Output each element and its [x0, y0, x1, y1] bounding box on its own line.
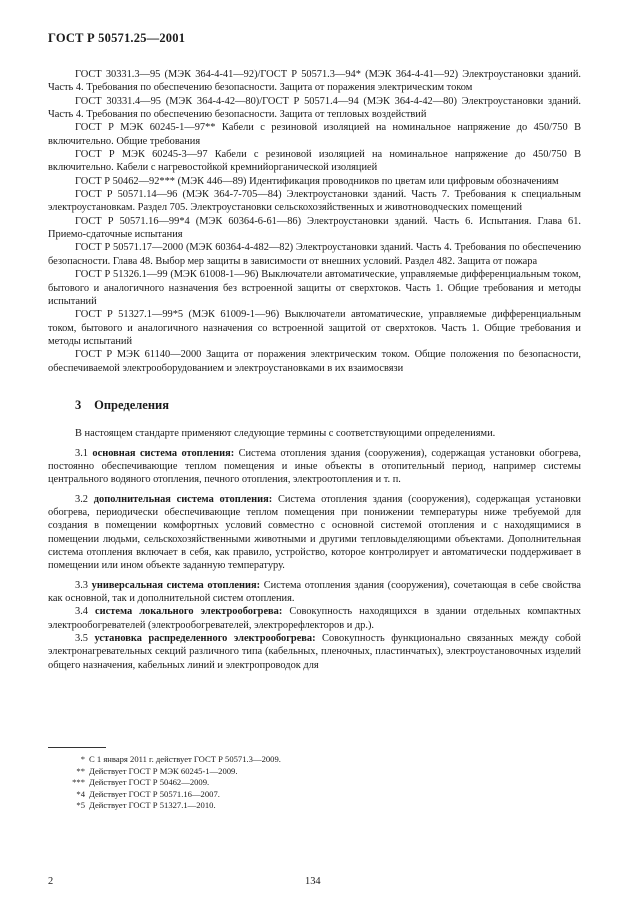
definition-number: 3.5 — [75, 633, 88, 645]
definition-text: Система отопления здания (сооружения), содержащая установки обогрева, периодически обеспечивающие теплом помещения при понижении температуры ниже требуемой для создания в помещении комфортных условий совместно с основной системой отопления и с находящимися в помещении людьми, сельскохозяйственными животными и другими тепловыделяющими объектами. Дополнительная система отопления включает в себя, как правило, устройство, которое контролирует и автоматически поддерживает в помещении или ином объекте заданную температуру. — [48, 493, 581, 572]
definition-number: 3.2 — [75, 493, 88, 505]
footnote — [48, 754, 468, 766]
reference-item: ГОСТ Р 50462—92*** (МЭК 446—89) Идентификация проводников по цветам или цифровым обозначениям — [75, 175, 559, 187]
footnote-text: Действует ГОСТ Р 51327.1—2010. — [89, 800, 216, 811]
section-title: Определения — [94, 397, 169, 412]
definition-item — [48, 605, 581, 632]
reference-item: ГОСТ 30331.4—95 (МЭК 364-4-42—80)/ГОСТ Р 50571.4—94 (МЭК 364-4-42—80) Электроустановки зданий. Часть 4. Требования по обеспечению безопасности. Защита от тепловых воздействий — [48, 95, 581, 121]
footnote — [48, 789, 468, 801]
page-number-center: 134 — [305, 876, 321, 887]
reference-item: ГОСТ Р МЭК 61140—2000 Защита от поражения электрическим током. Общие положения по безопасности, обеспечиваемой электрооборудованием и электроустановками в их взаимосвязи — [48, 349, 581, 374]
definition-item — [48, 447, 581, 487]
definition-term: основная система отопления: — [92, 447, 235, 459]
reference-item: ГОСТ Р 50571.14—96 (МЭК 364-7-705—84) Электроустановки зданий. Часть 7. Требования к специальным электроустановкам. Раздел 705. Электроустановки сельскохозяйственных и животноводческих помещений — [48, 189, 581, 214]
definition-term: дополнительная система отопления: — [93, 493, 273, 505]
definition-item — [48, 493, 581, 573]
footnote-mark: ** — [76, 765, 85, 776]
definition-text: Совокупность находящихся в здании отдельных компактных электрообогревателей (электрообогревателей, электрорефлекторов и др.). — [48, 606, 581, 631]
page-number-left: 2 — [48, 876, 54, 887]
definition-number: 3.3 — [75, 579, 88, 591]
reference-item: ГОСТ Р МЭК 60245-1—97** Кабели с резиновой изоляцией на номинальное напряжение до 450/750 В включительно. Общие требования — [48, 122, 581, 147]
footnote-text: Действует ГОСТ Р 50571.16—2007. — [89, 788, 220, 799]
definition-item — [48, 579, 581, 606]
definition-number: 3.4 — [75, 606, 88, 618]
footnote-mark: * — [80, 754, 85, 764]
footnotes — [48, 754, 468, 812]
footnote-divider — [48, 747, 106, 748]
definition-term: установка распределенного электрообогрева: — [94, 633, 316, 645]
reference-item: ГОСТ Р 50571.17—2000 (МЭК 60364-4-482—82) Электроустановки зданий. Часть 4. Требования по обеспечению безопасности. Глава 48. Выбор мер защиты в зависимости от внешних условий. Раздел 482. Защита от пожара — [48, 242, 581, 267]
definition-text: Совокупность функционально связанных между собой электронагревательных секций различного типа (кабельных, пленочных, пластинчатых), электроустановочных изделий общего назначения, кабельных линий и электропроводок для — [48, 633, 581, 671]
reference-item: ГОСТ Р 50571.16—99*4 (МЭК 60364-6-61—86) Электроустановки зданий. Часть 6. Испытания. Глава 61. Приемо-сдаточные испытания — [48, 215, 581, 241]
footnote-text: Действует ГОСТ Р 50462—2009. — [89, 777, 210, 788]
reference-item: ГОСТ Р 51326.1—99 (МЭК 61008-1—96) Выключатели автоматические, управляемые дифференциальным током, бытового и аналогичного назначения без встроенной защиты от сверхтоков. Часть 1. Общие требования и методы испытаний — [48, 269, 581, 307]
footnote — [48, 777, 468, 789]
section-number: 3 — [75, 397, 82, 412]
definition-term: универсальная система отопления: — [91, 579, 261, 591]
page-body — [48, 68, 581, 672]
footnote-mark: *** — [72, 777, 85, 788]
reference-item: ГОСТ 30331.3—95 (МЭК 364-4-41—92)/ГОСТ Р 50571.3—94* (МЭК 364-4-41—92) Электроустановки зданий. Часть 4. Требования по обеспечению безопасности. Защита от поражения электрическим током — [48, 69, 581, 94]
footnote-text: Действует ГОСТ Р МЭК 60245-1—2009. — [89, 765, 238, 776]
definition-item — [48, 632, 581, 672]
footnote-mark: *5 — [76, 800, 85, 811]
definition-number: 3.1 — [75, 447, 88, 459]
footnote-text: С 1 января 2011 г. действует ГОСТ Р 50571.3—2009. — [89, 754, 281, 764]
definition-term: система локального электрообогрева: — [95, 606, 283, 618]
document-header: ГОСТ Р 50571.25—2001 — [48, 31, 186, 45]
definition-text: Система отопления здания (сооружения), сочетающая в себе свойства как основной, так и дополнительной систем отопления. — [48, 579, 582, 605]
footnote-mark: *4 — [76, 788, 85, 799]
footnote — [48, 800, 468, 812]
definition-text: Система отопления здания (сооружения), содержащая установки обогрева, постоянно обеспечивающие теплом помещения и иные объекты в отопительный период, например системы центрального водяного отопления, печного отопления, электроотопления и т. п. — [48, 447, 581, 486]
footnote — [48, 766, 468, 778]
reference-item: ГОСТ Р 51327.1—99*5 (МЭК 61009-1—96) Выключатели автоматические, управляемые дифференциальным током, бытового и аналогичного назначения со встроенной защитой от сверхтоков. Часть 1. Общие требования и методы испытаний — [48, 309, 581, 347]
reference-item: ГОСТ Р МЭК 60245-3—97 Кабели с резиновой изоляцией на номинальное напряжение до 450/750 В включительно. Кабели с нагревостойкой кремнийорганической изоляцией — [48, 149, 581, 174]
section-heading — [75, 399, 581, 412]
section-intro: В настоящем стандарте применяют следующие термины с соответствующими определениями. — [75, 428, 496, 440]
